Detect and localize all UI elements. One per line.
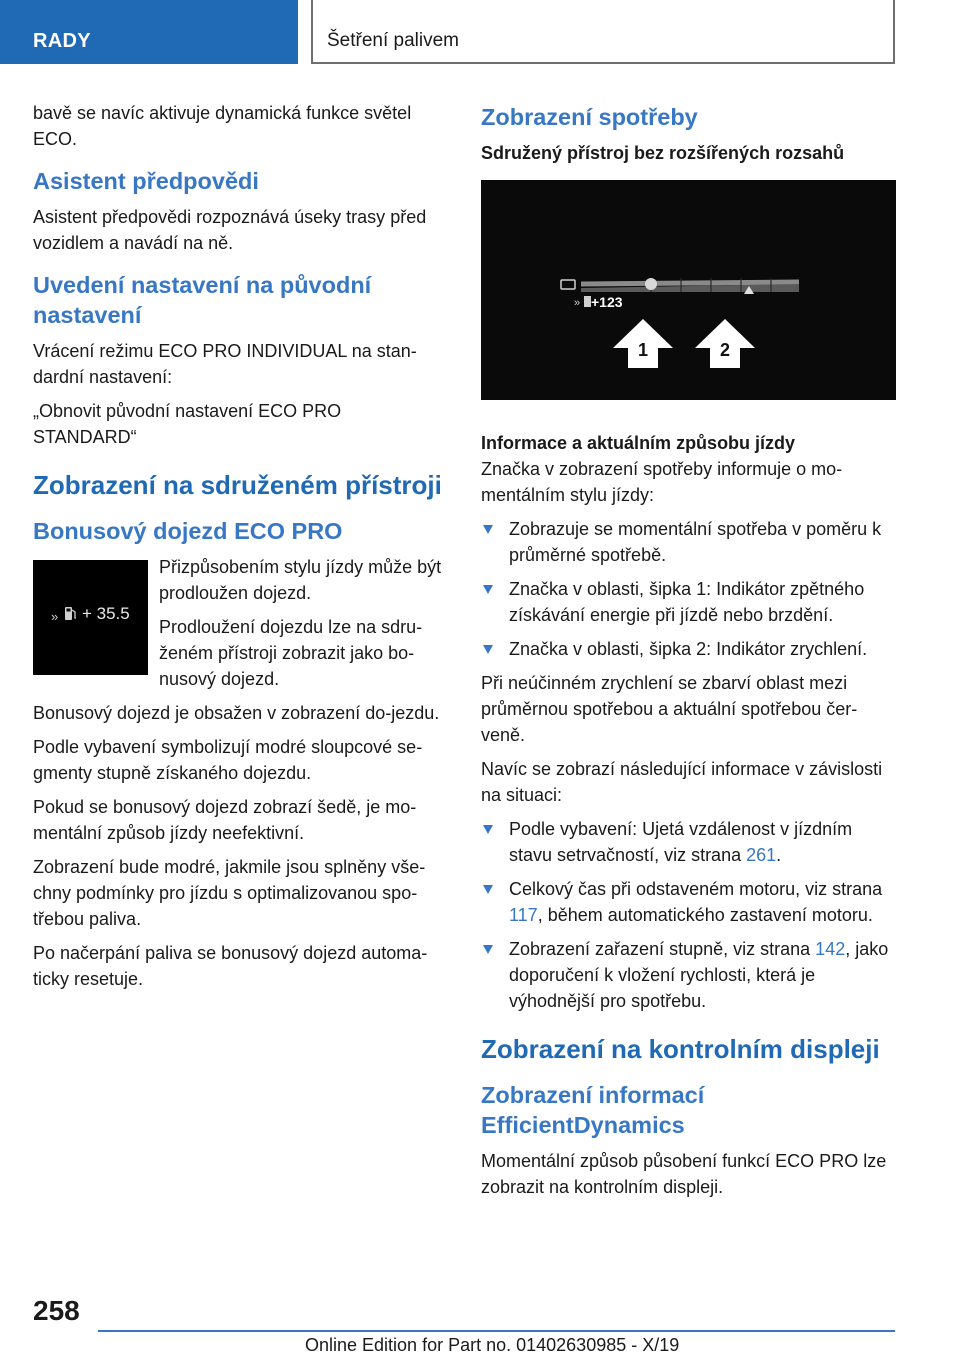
- subheading-info: Informace a aktuálním způsobu jízdy: [481, 433, 796, 453]
- list-item: Zobrazení zařazení stupně, viz strana 142, jako doporučení k vložení rychlosti, která je výhodnější pro spotřebu.: [481, 936, 895, 1014]
- bullet-triangle-icon: [483, 825, 493, 834]
- bonus-block: [33, 554, 447, 700]
- double-chevron-icon: »: [51, 609, 59, 624]
- range-value: +123: [591, 294, 623, 310]
- bonus-range-value: + 35.5: [82, 604, 130, 623]
- heading-reset: Uvedení nastavení na původní nastavení: [33, 272, 372, 328]
- section-tab: RADY: [0, 0, 298, 64]
- list-item: Značka v oblasti, šipka 2: Indikátor zrychlení.: [481, 636, 895, 662]
- heading-efficientdynamics: Zobrazení informací EfficientDynamics: [481, 1082, 705, 1138]
- paragraph-reset-1: Vrácení režimu ECO PRO INDIVIDUAL na stan-dardní nastavení:: [33, 341, 417, 387]
- list-item: Zobrazuje se momentální spotřeba v poměru k průměrné spotřebě.: [481, 516, 895, 568]
- list-item: Celkový čas při odstaveném motoru, viz strana 117, během automatického zastavení motoru.: [481, 876, 895, 928]
- page-link-142[interactable]: 142: [815, 939, 846, 959]
- consumption-gauge-graphic: [481, 180, 896, 400]
- arrow-1-label: 1: [637, 340, 649, 360]
- list-item: Značka v oblasti, šipka 1: Indikátor zpětného získávání energie při jízdě nebo brzdění.: [481, 576, 895, 628]
- right-column: [481, 100, 895, 1208]
- paragraph-acceleration: Při neúčinném zrychlení se zbarví oblast mezi průměrnou spotřebou a aktuální spotřebou čer-veně.: [481, 673, 858, 745]
- bullet-triangle-icon: [483, 525, 493, 534]
- leaf-marker-icon: [645, 278, 657, 290]
- list-item: Podle vybavení: Ujetá vzdálenost v jízdním stavu setrvačností, viz strana 261.: [481, 816, 895, 868]
- paragraph-bonus-5: Pokud se bonusový dojezd zobrazí šedě, je mo-mentální způsob jízdy neefektivní.: [33, 797, 417, 843]
- heading-consumption: Zobrazení spotřeby: [481, 104, 698, 130]
- footer-edition: Online Edition for Part no. 01402630985 - X/19: [305, 1335, 680, 1355]
- subheading-cluster: Sdružený přístroj bez rozšířených rozsahů: [481, 143, 845, 163]
- consumption-display-image: [481, 180, 896, 400]
- left-column: [33, 100, 447, 1000]
- paragraph-bonus-2: Prodloužení dojezdu lze na sdru-ženém přístroji zobrazit jako bo-nusový dojezd.: [159, 617, 423, 689]
- page-link-261[interactable]: 261: [746, 845, 777, 865]
- heading-bonus-range: Bonusový dojezd ECO PRO: [33, 518, 343, 544]
- paragraph-bonus-3: Bonusový dojezd je obsažen v zobrazení do-jezdu.: [33, 703, 440, 723]
- bullet-triangle-icon: [483, 885, 493, 894]
- paragraph-info: Značka v zobrazení spotřeby informuje o mo-mentálním stylu jízdy:: [481, 459, 843, 505]
- bullet-triangle-icon: [483, 645, 493, 654]
- heading-assistant: Asistent předpovědi: [33, 168, 259, 194]
- paragraph-additional: Navíc se zobrazí následující informace v závislosti na situaci:: [481, 759, 883, 805]
- paragraph-efficientdynamics: Momentální způsob působení funkcí ECO PRO lze zobrazit na kontrolním displeji.: [481, 1151, 887, 1197]
- fuel-pump-icon: [64, 606, 77, 621]
- chevron-icon: »: [574, 297, 581, 309]
- heading-cluster-display: Zobrazení na sdruženém přístroji: [33, 470, 442, 500]
- heading-control-display: Zobrazení na kontrolním displeji: [481, 1034, 880, 1064]
- info-list: [481, 516, 895, 662]
- intro-paragraph: bavě se navíc aktivuje dynamická funkce světel ECO.: [33, 103, 412, 149]
- paragraph-assistant: Asistent předpovědi rozpoznává úseky trasy před vozidlem a navádí na ně.: [33, 207, 427, 253]
- arrow-2-label: 2: [719, 340, 731, 360]
- bullet-triangle-icon: [483, 945, 493, 954]
- paragraph-bonus-6: Zobrazení bude modré, jakmile jsou splněny vše-chny podmínky pro jízdu s optimalizovanou spo-třebou paliva.: [33, 857, 426, 929]
- battery-icon: [561, 280, 575, 289]
- footer-divider: [98, 1330, 895, 1332]
- bullet-triangle-icon: [483, 585, 493, 594]
- page-link-117[interactable]: 117: [509, 905, 538, 925]
- paragraph-bonus-1: Přizpůsobením stylu jízdy může být prodloužen dojezd.: [159, 557, 442, 603]
- paragraph-reset-2: „Obnovit původní nastavení ECO PRO STANDARD“: [33, 401, 342, 447]
- paragraph-bonus-4: Podle vybavení symbolizují modré sloupcové se-gmenty stupně získaného dojezdu.: [33, 737, 423, 783]
- chapter-title: Šetření palivem: [311, 0, 895, 64]
- fuel-pump-icon: [584, 296, 591, 307]
- additional-list: [481, 816, 895, 1014]
- page-number: 258: [33, 1295, 80, 1326]
- bonus-range-thumbnail: [33, 560, 148, 675]
- paragraph-bonus-7: Po načerpání paliva se bonusový dojezd automa-ticky resetuje.: [33, 943, 428, 989]
- consumption-bar: [581, 282, 799, 284]
